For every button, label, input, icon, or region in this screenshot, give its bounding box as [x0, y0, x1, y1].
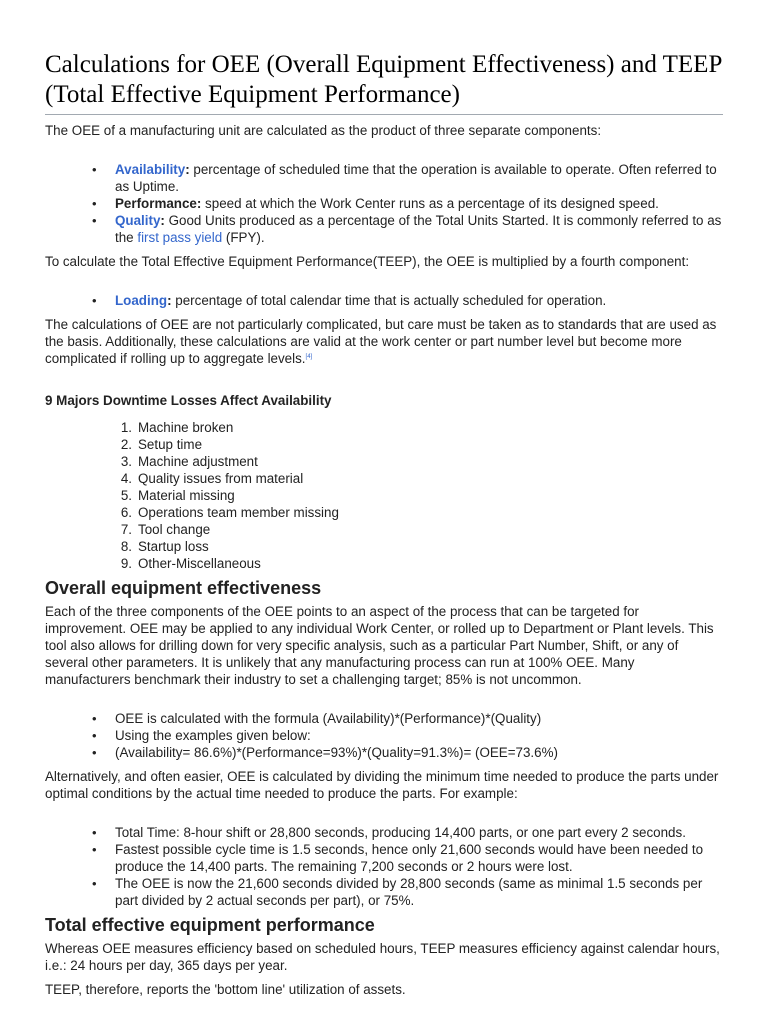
- list-number: 9.: [120, 556, 132, 571]
- list-number: 6.: [120, 505, 132, 520]
- quality-link[interactable]: Quality: [115, 213, 161, 228]
- loss-item: [120, 436, 723, 453]
- losses-list: [45, 419, 723, 572]
- teep-bottom-line-paragraph: TEEP, therefore, reports the 'bottom line' utilization of assets.: [45, 982, 406, 997]
- loss-label: Machine adjustment: [138, 454, 258, 469]
- list-item: • OEE is calculated with the formula (Availability)*(Performance)*(Quality): [115, 710, 723, 727]
- oee-formula-list: [45, 710, 723, 761]
- loss-label: Other-Miscellaneous: [138, 556, 261, 571]
- list-number: 4.: [120, 471, 132, 486]
- loss-item: [120, 521, 723, 538]
- loss-item: [120, 453, 723, 470]
- losses-heading: 9 Majors Downtime Losses Affect Availability: [45, 393, 332, 408]
- list-number: 8.: [120, 539, 132, 554]
- list-item: • Total Time: 8-hour shift or 28,800 seconds, producing 14,400 parts, or one part every 2 seconds.: [115, 824, 723, 841]
- loading-link[interactable]: Loading: [115, 293, 168, 308]
- loss-item: [120, 419, 723, 436]
- loss-label: Machine broken: [138, 420, 234, 435]
- oee-heading: Overall equipment effectiveness: [45, 578, 322, 598]
- example-list: [45, 824, 723, 909]
- list-item: • Availability: percentage of scheduled time that the operation is available to operate. Often referred to as Uptime.: [115, 161, 723, 195]
- loss-item: [120, 470, 723, 487]
- list-item: • (Availability= 86.6%)*(Performance=93%)*(Quality=91.3%)= (OEE=73.6%): [115, 744, 723, 761]
- loss-item: [120, 504, 723, 521]
- article: [45, 0, 723, 998]
- loss-label: Material missing: [138, 488, 235, 503]
- page-title: Calculations for OEE (Overall Equipment Effectiveness) and TEEP (Total Effective Equipment Performance): [45, 0, 723, 115]
- availability-link[interactable]: Availability: [115, 162, 186, 177]
- loss-item: [120, 555, 723, 572]
- teep-heading: Total effective equipment performance: [45, 915, 375, 935]
- list-number: 2.: [120, 437, 132, 452]
- basis-paragraph: The calculations of OEE are not particularly complicated, but care must be taken as to standards that are used as the basis. Additionally, these calculations are valid at the work center or part number level but become more complicated if rolling up to aggregate levels.[4]: [45, 317, 717, 366]
- alternative-paragraph: Alternatively, and often easier, OEE is calculated by dividing the minimum time needed to produce the parts under optimal conditions by the actual time needed to produce the parts. For example:: [45, 769, 719, 801]
- components-list: [45, 161, 723, 246]
- oee-paragraph: Each of the three components of the OEE points to an aspect of the process that can be targeted for improvement. OEE may be applied to any individual Work Center, or rolled up to Department or Plant levels. This tool also allows for drilling down for very specific analysis, such as a particular Part Number, Shift, or any of several other parameters. It is unlikely that any manufacturing process can run at 100% OEE. Many manufacturers benchmark their industry to set a challenging target; 85% is not uncommon.: [45, 604, 714, 687]
- list-item: • Loading: percentage of total calendar time that is actually scheduled for operation.: [115, 292, 723, 309]
- list-item: • Fastest possible cycle time is 1.5 seconds, hence only 21,600 seconds would have been needed to produce the 14,400 parts. The remaining 7,200 seconds or 2 hours were lost.: [115, 841, 723, 875]
- loss-label: Setup time: [138, 437, 203, 452]
- list-item: • The OEE is now the 21,600 seconds divided by 28,800 seconds (same as minimal 1.5 seconds per part divided by 2 actual seconds per part), or 75%.: [115, 875, 723, 909]
- list-number: 3.: [120, 454, 132, 469]
- loss-label: Operations team member missing: [138, 505, 339, 520]
- loss-item: [120, 538, 723, 555]
- list-item: • Using the examples given below:: [115, 727, 723, 744]
- citation-link[interactable]: [4]: [305, 354, 313, 360]
- first-pass-yield-link[interactable]: first pass yield: [137, 230, 223, 245]
- list-number: 5.: [120, 488, 132, 503]
- list-number: 7.: [120, 522, 132, 537]
- teep-paragraph: Whereas OEE measures efficiency based on scheduled hours, TEEP measures efficiency against calendar hours, i.e.: 24 hours per day, 365 days per year.: [45, 941, 720, 973]
- performance-term: Performance:: [115, 196, 202, 211]
- list-item: • Performance: speed at which the Work Center runs as a percentage of its designed speed.: [115, 195, 723, 212]
- loading-list: [45, 292, 723, 309]
- intro-paragraph: The OEE of a manufacturing unit are calculated as the product of three separate components:: [45, 123, 602, 138]
- list-item: • Quality: Good Units produced as a percentage of the Total Units Started. It is commonly referred to as the first pass yield (FPY).: [115, 212, 723, 246]
- loss-label: Tool change: [138, 522, 211, 537]
- loss-label: Quality issues from material: [138, 471, 304, 486]
- loss-item: [120, 487, 723, 504]
- loss-label: Startup loss: [138, 539, 209, 554]
- list-number: 1.: [120, 420, 132, 435]
- teep-intro-paragraph: To calculate the Total Effective Equipment Performance(TEEP), the OEE is multiplied by a fourth component:: [45, 254, 690, 269]
